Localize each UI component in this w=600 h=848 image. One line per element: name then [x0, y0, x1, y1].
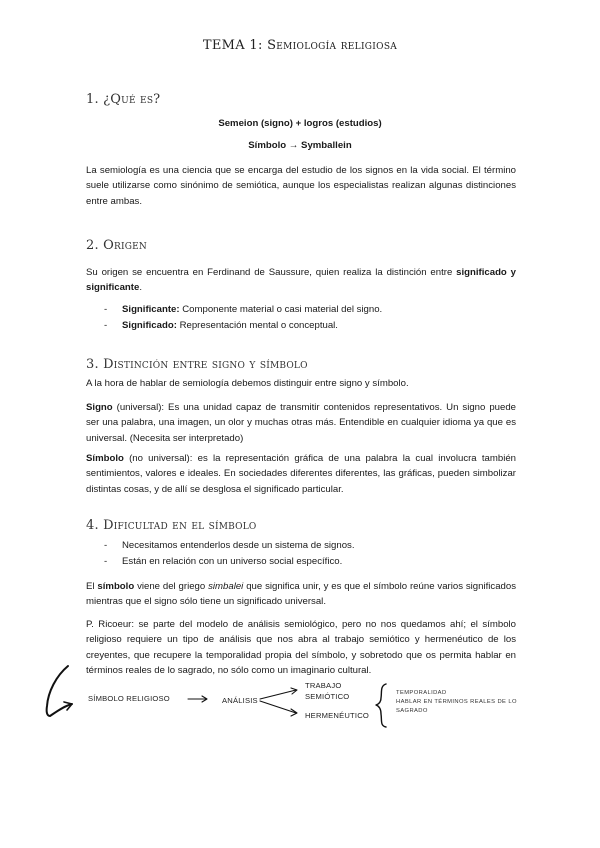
page-title: TEMA 1: Semiología religiosa [202, 38, 398, 53]
section-3-intro: A la hora de hablar de semiología debemos distinguir entre signo y símbolo. [86, 378, 409, 389]
dash-bullet: - [104, 304, 108, 315]
diagram-note: HABLAR EN TÉRMINOS REALES DE LO [396, 699, 517, 705]
arrow-3-icon [260, 701, 296, 713]
signo-text: (universal): Es una unidad capaz de transmitir contenidos representativos. Un signo puede ser una palabra, una imagen, un olor y muchas otras más. Entendible en cualquier idioma ya que es universal. (Necesita ser interpretado) [86, 402, 516, 444]
text-run: El [86, 581, 98, 592]
arrow-2-icon [260, 690, 296, 699]
diagram-node-simbolo-religioso: SÍMBOLO RELIGIOSO [88, 694, 170, 703]
simbolo-text: (no universal): es la representación gráfica de una palabra la cual involucra también sentimientos, valores e ideales. En sociedades diferentes diferentes, las gráficas, pueden simbolizar distintas cosas, y de allí se desglosa el significado particular. [86, 453, 516, 495]
list-item-term: Significante: [122, 304, 180, 315]
dash-bullet: - [104, 556, 108, 567]
list-item-text: Representación mental o conceptual. [176, 320, 338, 331]
section-3-heading: 3. Distinción entre signo y símbolo [86, 357, 308, 372]
list-item-text: Necesitamos entenderlos desde un sistema de signos. [122, 540, 355, 551]
section-1-heading: 1. ¿Qué es? [86, 92, 161, 107]
list-item-text: Están en relación con un universo social específico. [122, 556, 343, 567]
origin-text: Su origen se encuentra en Ferdinand de Saussure, quien realiza la distinción entre [86, 267, 457, 278]
brace-icon [376, 684, 386, 727]
section-4-heading: 4. Dificultad en el símbolo [86, 518, 257, 533]
etymology-formula-1: Semeion (signo) + logros (estudios) [218, 118, 382, 129]
ricoeur-paragraph: P. Ricoeur: se parte del modelo de análisis semiológico, pero no nos quedamos ahí; el símbolo religioso requiere un tipo de análisis que nos abra al trabajo semiótico y hermenéutico de los creyentes, que recupere la temporalidad propia del símbolo, y sobretodo que os permita hablar en términos reales de lo sagrado, no sólo como un imaginario cultural. [86, 619, 516, 677]
diagram-node-analisis: ANÁLISIS [222, 696, 258, 705]
diagram-node-semiotico: SEMIÓTICO [305, 692, 350, 701]
italic-term: simbalei [208, 581, 244, 592]
diagram-note: SAGRADO [396, 708, 428, 714]
origin-text-end: . [139, 282, 142, 294]
simbolo-term: Símbolo [86, 453, 124, 464]
list-item-term: Significado: [122, 320, 177, 331]
etymology-formula-2: Símbolo → Symballein [248, 140, 352, 151]
origin-bold-term: significado y significante [86, 267, 516, 294]
section-2-heading: 2. Origen [86, 238, 147, 253]
list-item-text: Componente material o casi material del signo. [179, 304, 383, 315]
dash-bullet: - [104, 540, 108, 551]
text-run: viene del griego [134, 581, 209, 592]
section-1-paragraph: La semiología es una ciencia que se encarga del estudio de los signos en la vida social. El término suele utilizarse como sinónimo de semiótica, aunque los especialistas realizan algunas distinciones entre ambas. [86, 165, 516, 207]
diagram-node-hermeneutico: HERMENÉUTICO [305, 711, 369, 720]
bold-term: símbolo [97, 581, 135, 592]
signo-term: Signo [86, 402, 113, 413]
diagram-note: TEMPORALIDAD [396, 690, 447, 696]
dash-bullet: - [104, 320, 108, 331]
diagram-node-trabajo: TRABAJO [305, 681, 342, 690]
text-run: que significa unir, y es que el símbolo reúne varios significados mientras que el signo sólo tiene un significado universal. [86, 581, 516, 608]
